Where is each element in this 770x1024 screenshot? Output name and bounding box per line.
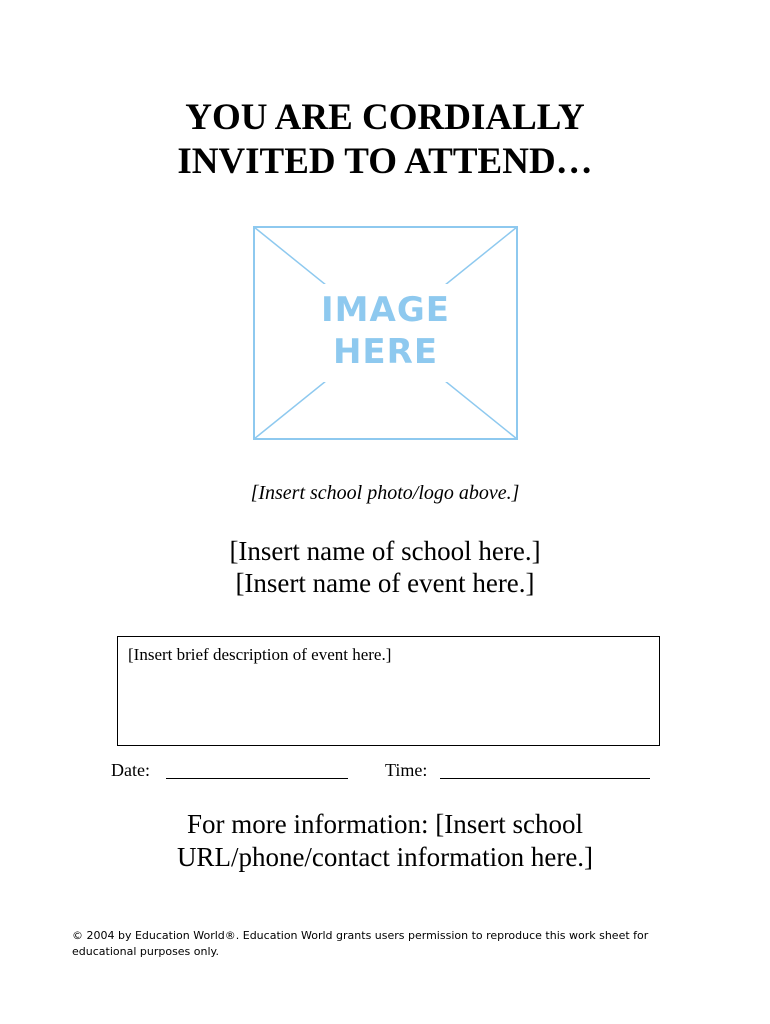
more-info-block [0, 808, 770, 874]
more-info-line-1: For more information: [Insert school [187, 809, 583, 839]
heading-line-2: INVITED TO ATTEND… [177, 141, 593, 182]
date-label: Date: [111, 760, 150, 780]
time-blank-line[interactable] [440, 778, 650, 779]
event-name: [Insert name of event here.] [235, 568, 535, 598]
event-description-box[interactable] [117, 636, 660, 746]
copyright-notice: © 2004 by Education World®. Education World grants users permission to reproduce this work sheet for educational purposes only. [72, 929, 649, 958]
photo-caption: [Insert school photo/logo above.] [250, 482, 520, 504]
heading-line-1: YOU ARE CORDIALLY [185, 97, 585, 138]
image-text-line-1: IMAGE [321, 290, 450, 330]
school-name: [Insert name of school here.] [229, 536, 541, 566]
event-description-text: [Insert brief description of event here.] [128, 645, 392, 664]
time-label: Time: [385, 760, 428, 780]
date-blank-line[interactable] [166, 778, 348, 779]
invitation-heading [0, 96, 770, 184]
school-event-block [0, 535, 770, 599]
image-placeholder-text [253, 289, 518, 373]
more-info-line-2: URL/phone/contact information here.] [176, 842, 594, 872]
image-text-line-2: HERE [332, 332, 439, 372]
